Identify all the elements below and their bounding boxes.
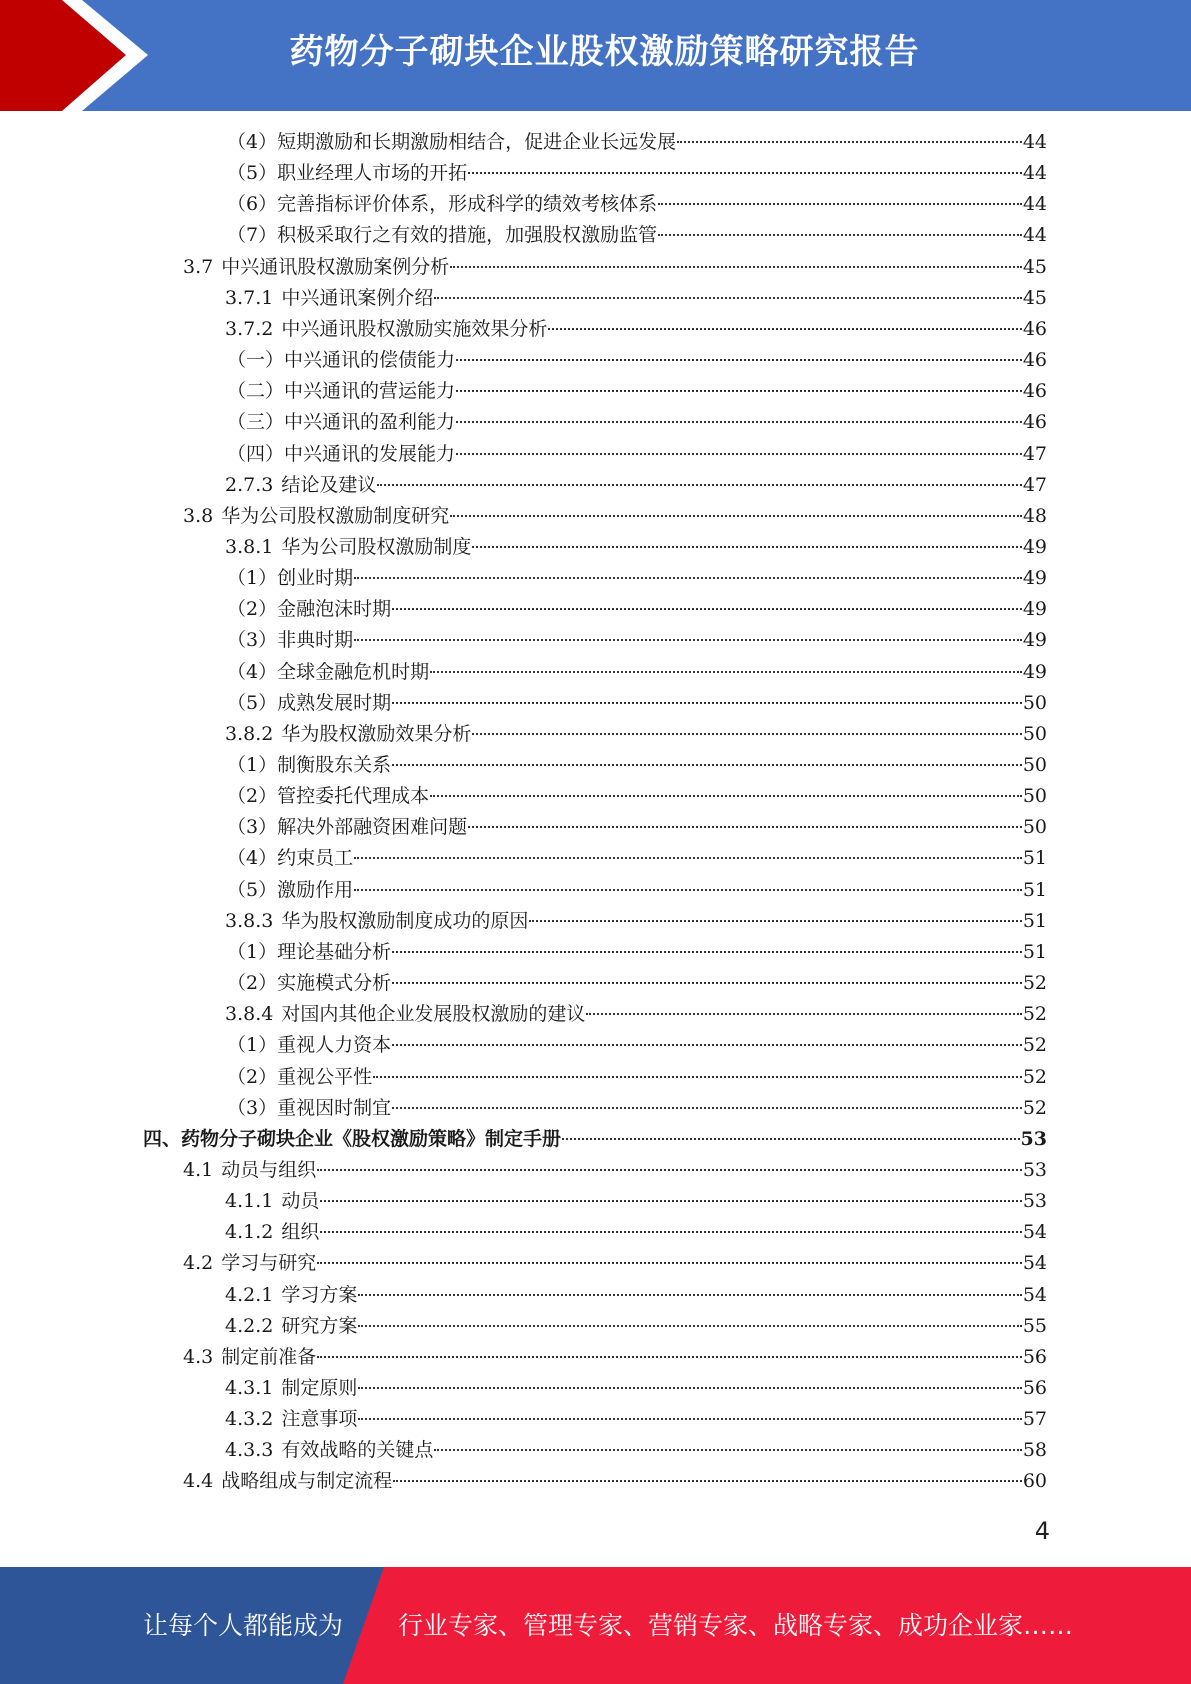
- footer-slogan-right: 行业专家、管理专家、营销专家、战略专家、成功企业家……: [398, 1611, 1074, 1640]
- toc-entry-title: 四、药物分子砌块企业《股权激励策略》制定手册: [143, 1127, 562, 1150]
- toc-entry-page: 51: [1022, 847, 1047, 870]
- toc-entry-page: 52: [1022, 1065, 1047, 1088]
- toc-dot-leader: [392, 951, 1022, 953]
- document-title: 药物分子砌块企业股权激励策略研究报告: [289, 32, 920, 72]
- toc-entry-page: 46: [1022, 380, 1047, 403]
- toc-entry-page: 45: [1022, 255, 1047, 278]
- toc-entry-title: 动员: [281, 1190, 320, 1213]
- toc-entry-page: 46: [1022, 349, 1047, 372]
- toc-entry[interactable]: [227, 1062, 1047, 1093]
- toc-entry-title: （6）完善指标评价体系，形成科学的绩效考核体系: [227, 193, 658, 216]
- toc-entry[interactable]: [227, 750, 1047, 781]
- toc-dot-leader: [377, 484, 1021, 486]
- toc-entry-page: 44: [1022, 224, 1047, 247]
- toc-entry-page: 53: [1022, 1190, 1047, 1213]
- toc-dot-leader: [430, 671, 1022, 673]
- toc-entry[interactable]: [225, 906, 1047, 937]
- toc-entry-page: 52: [1022, 1003, 1047, 1026]
- toc-entry[interactable]: [183, 501, 1047, 532]
- toc-entry-title: 学习方案: [281, 1283, 358, 1306]
- toc-entry-page: 56: [1022, 1345, 1047, 1368]
- toc-entry-title: （3）重视因时制宜: [227, 1096, 392, 1119]
- toc-entry-number: 3.7: [183, 255, 214, 278]
- toc-entry-page: 51: [1022, 909, 1047, 932]
- toc-entry-number: 2.7.3: [225, 473, 274, 496]
- toc-entry[interactable]: [227, 439, 1047, 470]
- toc-entry[interactable]: [225, 719, 1047, 750]
- toc-entry-number: 4.3.2: [225, 1408, 274, 1431]
- toc-dot-leader: [354, 857, 1022, 859]
- toc-entry-title: 研究方案: [281, 1314, 358, 1337]
- toc-entry[interactable]: [225, 1186, 1047, 1217]
- toc-entry[interactable]: [225, 1373, 1047, 1404]
- toc-entry-page: 57: [1022, 1408, 1047, 1431]
- toc-entry[interactable]: [225, 1404, 1047, 1435]
- toc-entry-page: 58: [1022, 1439, 1047, 1462]
- toc-entry-title: （2）重视公平性: [227, 1065, 373, 1088]
- toc-entry-title: （5）成熟发展时期: [227, 691, 392, 714]
- toc-entry-number: 3.8.2: [225, 722, 274, 745]
- toc-entry-title: 中兴通讯股权激励案例分析: [221, 255, 450, 278]
- toc-entry-page: 49: [1022, 598, 1047, 621]
- toc-dot-leader: [586, 1013, 1021, 1015]
- toc-entry-number: 3.7.1: [225, 286, 274, 309]
- toc-dot-leader: [472, 546, 1021, 548]
- toc-entry-page: 54: [1022, 1221, 1047, 1244]
- toc-entry-title: 对国内其他企业发展股权激励的建议: [281, 1003, 586, 1026]
- toc-entry-page: 47: [1022, 473, 1047, 496]
- toc-dot-leader: [548, 328, 1021, 330]
- toc-dot-leader: [354, 639, 1022, 641]
- toc-entry-title: 组织: [281, 1221, 320, 1244]
- toc-dot-leader: [456, 390, 1022, 392]
- toc-entry-page: 54: [1022, 1283, 1047, 1306]
- toc-entry-title: （3）解决外部融资困难问题: [227, 816, 468, 839]
- toc-dot-leader: [658, 203, 1022, 205]
- toc-entry[interactable]: [225, 1435, 1047, 1466]
- toc-entry[interactable]: [225, 999, 1047, 1030]
- toc-entry-title: （5）激励作用: [227, 878, 354, 901]
- toc-entry-number: 3.8.1: [225, 535, 274, 558]
- toc-entry-number: 3.7.2: [225, 317, 274, 340]
- toc-entry[interactable]: [183, 1248, 1047, 1279]
- toc-dot-leader: [392, 1044, 1022, 1046]
- toc-entry-title: （2）管控委托代理成本: [227, 785, 430, 808]
- toc-entry[interactable]: [227, 968, 1047, 999]
- toc-dot-leader: [392, 1107, 1022, 1109]
- toc-entry[interactable]: [227, 220, 1047, 251]
- toc-entry-title: 制定前准备: [221, 1345, 317, 1368]
- toc-entry-number: 3.8: [183, 504, 214, 527]
- toc-entry[interactable]: [227, 594, 1047, 625]
- toc-dot-leader: [373, 1076, 1022, 1078]
- toc-entry[interactable]: [227, 781, 1047, 812]
- toc-entry[interactable]: [227, 843, 1047, 874]
- toc-entry-page: 50: [1022, 785, 1047, 808]
- toc-entry[interactable]: [227, 937, 1047, 968]
- toc-entry-number: 4.2.2: [225, 1314, 274, 1337]
- toc-entry-title: （4）全球金融危机时期: [227, 660, 430, 683]
- toc-entry-page: 45: [1022, 286, 1047, 309]
- toc-dot-leader: [456, 421, 1022, 423]
- toc-dot-leader: [434, 297, 1021, 299]
- toc-entry-page: 46: [1022, 317, 1047, 340]
- toc-entry-title: （1）制衡股东关系: [227, 754, 392, 776]
- toc-entry-page: 48: [1022, 504, 1047, 527]
- toc-entry-title: 结论及建议: [281, 473, 377, 496]
- toc-entry-number: 4.1.2: [225, 1221, 274, 1244]
- toc-entry[interactable]: [227, 1093, 1047, 1124]
- toc-dot-leader: [354, 889, 1022, 891]
- toc-entry-title: 注意事项: [281, 1408, 358, 1431]
- toc-entry[interactable]: [225, 470, 1047, 501]
- toc-dot-leader: [468, 172, 1022, 174]
- toc-entry-number: 3.8.4: [225, 1003, 274, 1026]
- toc-entry-page: 55: [1022, 1314, 1047, 1337]
- toc-entry-title: 华为公司股权激励制度研究: [221, 504, 450, 527]
- toc-entry[interactable]: [227, 563, 1047, 594]
- toc-entry-page: 47: [1022, 442, 1047, 465]
- toc-entry[interactable]: [225, 314, 1047, 345]
- toc-entry-title: 中兴通讯股权激励实施效果分析: [281, 317, 548, 340]
- toc-entry-title: 学习与研究: [221, 1252, 317, 1275]
- toc-entry-page: 50: [1022, 754, 1047, 776]
- toc-entry-page: 49: [1022, 660, 1047, 683]
- toc-entry-page: 51: [1022, 878, 1047, 901]
- toc-entry-page: 46: [1022, 411, 1047, 434]
- toc-entry-page: 44: [1022, 162, 1047, 185]
- toc-entry[interactable]: [227, 812, 1047, 843]
- toc-dot-leader: [392, 982, 1022, 984]
- toc-entry-page: 53: [1022, 1158, 1047, 1181]
- toc-entry-number: 4.2: [183, 1252, 214, 1275]
- toc-entry-page: 52: [1022, 972, 1047, 995]
- toc-entry-title: （三）中兴通讯的盈利能力: [227, 411, 456, 434]
- toc-entry-title: 制定原则: [281, 1377, 358, 1399]
- toc-entry-number: 4.1.1: [225, 1190, 274, 1213]
- toc-entry-title: （7）积极采取行之有效的措施，加强股权激励监管: [227, 224, 658, 247]
- toc-entry[interactable]: [225, 1217, 1047, 1248]
- toc-entry-page: 50: [1022, 691, 1047, 714]
- toc-dot-leader: [450, 515, 1022, 517]
- toc-dot-leader: [317, 1262, 1022, 1264]
- toc-entry[interactable]: [143, 1124, 1047, 1155]
- page-number: 4: [1034, 1517, 1050, 1545]
- toc-entry-page: 49: [1022, 567, 1047, 590]
- toc-entry-title: （1）重视人力资本: [227, 1034, 392, 1057]
- toc-entry-title: （2）实施模式分析: [227, 972, 392, 995]
- toc-entry-number: 4.3.1: [225, 1377, 274, 1399]
- toc-entry-page: 52: [1022, 1034, 1047, 1057]
- toc-dot-leader: [320, 1231, 1021, 1233]
- toc-dot-leader: [430, 795, 1022, 797]
- toc-dot-leader: [354, 577, 1022, 579]
- toc-entry[interactable]: [227, 189, 1047, 220]
- toc-dot-leader: [472, 733, 1021, 735]
- toc-entry-page: 50: [1022, 816, 1047, 839]
- toc-entry-number: 4.4: [183, 1470, 214, 1493]
- toc-dot-leader: [677, 141, 1022, 143]
- toc-dot-leader: [317, 1356, 1022, 1358]
- toc-entry[interactable]: [227, 158, 1047, 189]
- toc-entry-title: （二）中兴通讯的营运能力: [227, 380, 456, 403]
- toc-entry[interactable]: [225, 283, 1047, 314]
- toc-entry-title: （1）创业时期: [227, 567, 354, 590]
- toc-entry-page: 50: [1022, 722, 1047, 745]
- toc-entry[interactable]: [183, 1342, 1047, 1373]
- toc-entry-page: 54: [1022, 1252, 1047, 1275]
- toc-entry-page: 44: [1022, 131, 1047, 153]
- toc-dot-leader: [393, 1480, 1022, 1482]
- toc-dot-leader: [320, 1200, 1021, 1202]
- toc-entry-title: 华为股权激励效果分析: [281, 722, 472, 745]
- toc-dot-leader: [529, 920, 1021, 922]
- toc-entry-page: 51: [1022, 940, 1047, 963]
- toc-entry-page: 56: [1022, 1377, 1047, 1399]
- toc-entry-number: 4.3: [183, 1345, 214, 1368]
- toc-dot-leader: [358, 1418, 1021, 1420]
- page-footer-banner: [0, 1567, 1191, 1684]
- toc-entry-title: （4）短期激励和长期激励相结合，促进企业长远发展: [227, 131, 677, 153]
- toc-entry-title: 战略组成与制定流程: [221, 1470, 393, 1493]
- toc-entry-page: 49: [1022, 629, 1047, 652]
- toc-dot-leader: [456, 359, 1022, 361]
- toc-entry-number: 4.1: [183, 1158, 214, 1181]
- toc-entry[interactable]: [225, 1311, 1047, 1342]
- toc-entry-title: （四）中兴通讯的发展能力: [227, 442, 456, 465]
- toc-dot-leader: [392, 764, 1022, 766]
- toc-entry-title: （5）职业经理人市场的开拓: [227, 162, 468, 185]
- toc-dot-leader: [317, 1169, 1022, 1171]
- toc-dot-leader: [468, 826, 1022, 828]
- toc-dot-leader: [434, 1449, 1021, 1451]
- toc-entry-title: 有效战略的关键点: [281, 1439, 434, 1462]
- toc-entry[interactable]: [227, 875, 1047, 906]
- toc-entry-title: 动员与组织: [221, 1158, 317, 1181]
- toc-entry-number: 4.3.3: [225, 1439, 274, 1462]
- toc-entry-title: （2）金融泡沫时期: [227, 598, 392, 621]
- toc-entry[interactable]: [227, 345, 1047, 376]
- toc-entry-page: 60: [1022, 1470, 1047, 1493]
- toc-dot-leader: [358, 1325, 1021, 1327]
- toc-entry[interactable]: [227, 657, 1047, 688]
- toc-dot-leader: [392, 702, 1022, 704]
- toc-entry-page: 53: [1020, 1127, 1047, 1150]
- toc-entry-page: 49: [1022, 535, 1047, 558]
- toc-dot-leader: [456, 453, 1022, 455]
- toc-entry[interactable]: [225, 532, 1047, 563]
- toc-entry-number: 3.8.3: [225, 909, 274, 932]
- toc-entry-title: （4）约束员工: [227, 847, 354, 870]
- toc-entry-page: 44: [1022, 193, 1047, 216]
- toc-entry[interactable]: [225, 1280, 1047, 1311]
- toc-entry-title: （3）非典时期: [227, 629, 354, 652]
- toc-entry-title: 华为股权激励制度成功的原因: [281, 909, 529, 932]
- footer-slogan-left: 让每个人都能成为: [143, 1611, 344, 1640]
- toc-entry[interactable]: [227, 625, 1047, 656]
- toc-entry-title: （1）理论基础分析: [227, 940, 392, 963]
- toc-entry[interactable]: [227, 407, 1047, 438]
- toc-entry-title: 华为公司股权激励制度: [281, 535, 472, 558]
- toc-entry[interactable]: [227, 688, 1047, 719]
- page-header-banner: [0, 0, 1191, 111]
- toc-entry[interactable]: [183, 1155, 1047, 1186]
- toc-entry-title: 中兴通讯案例介绍: [281, 286, 434, 309]
- toc-dot-leader: [392, 608, 1022, 610]
- toc-dot-leader: [658, 234, 1022, 236]
- toc-dot-leader: [358, 1387, 1021, 1389]
- toc-dot-leader: [562, 1138, 1020, 1140]
- toc-entry-title: （一）中兴通讯的偿债能力: [227, 349, 456, 372]
- toc-entry[interactable]: [227, 1030, 1047, 1061]
- toc-entry-page: 52: [1022, 1096, 1047, 1119]
- toc-entry[interactable]: [227, 376, 1047, 407]
- toc-dot-leader: [450, 266, 1022, 268]
- toc-entry-number: 4.2.1: [225, 1283, 274, 1306]
- toc-dot-leader: [358, 1294, 1021, 1296]
- toc-entry[interactable]: [227, 127, 1047, 158]
- toc-entry[interactable]: [183, 1466, 1047, 1497]
- toc-entry[interactable]: [183, 252, 1047, 283]
